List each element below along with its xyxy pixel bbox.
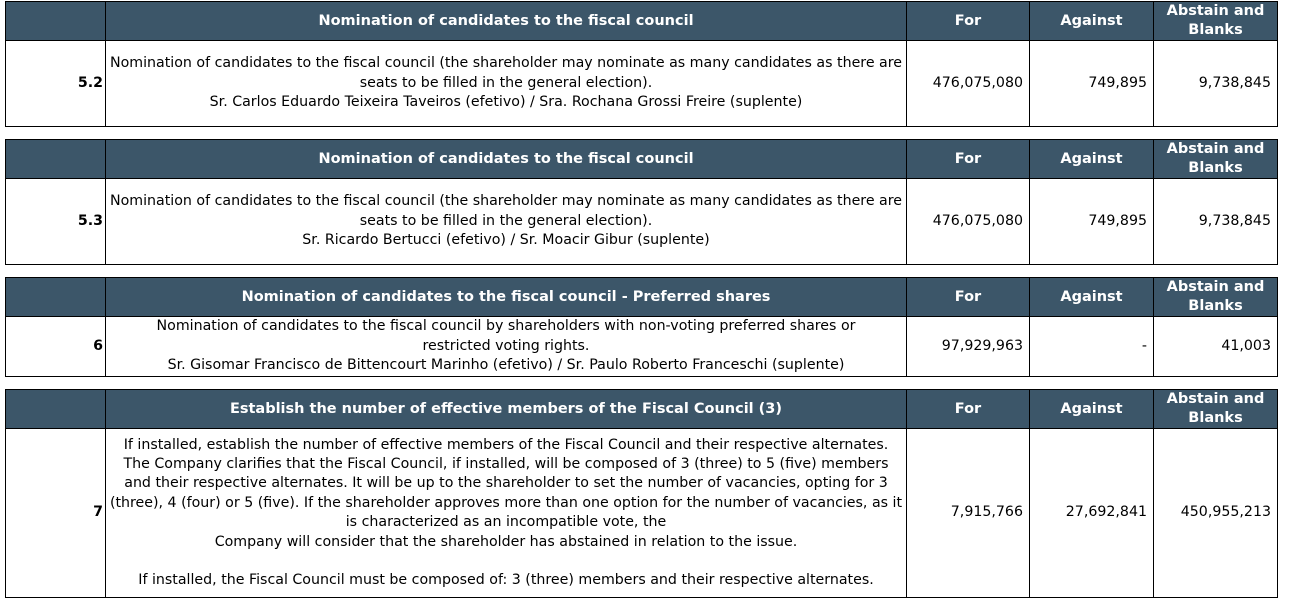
vote-table-5-2 (5, 1, 1278, 127)
votes-against: - (1030, 317, 1154, 377)
votes-for: 476,075,080 (907, 179, 1030, 265)
vote-table-5-3 (5, 139, 1278, 265)
votes-against: 27,692,841 (1030, 429, 1154, 598)
section-title: Nomination of candidates to the fiscal council (106, 140, 907, 179)
for-header: For (907, 140, 1030, 179)
table-row (6, 179, 1278, 265)
votes-abstain: 450,955,213 (1154, 429, 1278, 598)
abstain-header: Abstain and Blanks (1154, 140, 1278, 179)
item-number: 5.3 (6, 179, 106, 265)
table-header-row (6, 390, 1278, 429)
for-header: For (907, 2, 1030, 41)
table-row (6, 41, 1278, 127)
item-header-cell (6, 390, 106, 429)
item-number: 5.2 (6, 41, 106, 127)
item-description (106, 179, 907, 265)
table-header-row (6, 2, 1278, 41)
item-header-cell (6, 278, 106, 317)
section-title: Establish the number of effective members of the Fiscal Council (3) (106, 390, 907, 429)
description-line: Nomination of candidates to the fiscal council (the shareholder may nominate as many candidates as there are seats to be filled in the general election). (109, 55, 903, 91)
votes-abstain: 9,738,845 (1154, 41, 1278, 127)
table-header-row (6, 140, 1278, 179)
section-title: Nomination of candidates to the fiscal council (106, 2, 907, 41)
item-description (106, 317, 907, 377)
description-line: If installed, the Fiscal Council must be composed of: 3 (three) members and their respective alternates. (138, 572, 874, 589)
description-line: Nomination of candidates to the fiscal council (the shareholder may nominate as many candidates as there are seats to be filled in the general election). (109, 193, 903, 229)
vote-table-6 (5, 277, 1278, 377)
against-header: Against (1030, 2, 1154, 41)
section-title: Nomination of candidates to the fiscal council - Preferred shares (106, 278, 907, 317)
abstain-header: Abstain and Blanks (1154, 278, 1278, 317)
candidates-line: Sr. Gisomar Francisco de Bittencourt Marinho (efetivo) / Sr. Paulo Roberto Franceschi (suplente) (167, 357, 845, 374)
description-line: Company will consider that the shareholder has abstained in relation to the issue. (214, 533, 798, 550)
votes-for: 476,075,080 (907, 41, 1030, 127)
item-description (106, 429, 907, 598)
against-header: Against (1030, 278, 1154, 317)
description-paragraph: If installed, establish the number of effective members of the Fiscal Council and their respective alternates. The Company clarifies that the Fiscal Council, if installed, will be composed of 3 (three) to 5 (five) members and their respective alternates. It will be up to the shareholder to set the number of vacancies, opting for 3 (three), 4 (four) or 5 (five). If the shareholder approves more than one option for the number of vacancies, as it is characterized as an incompatible vote, the (109, 436, 903, 531)
candidates-line: Sr. Ricardo Bertucci (efetivo) / Sr. Moacir Gibur (suplente) (302, 232, 710, 249)
table-header-row (6, 278, 1278, 317)
votes-abstain: 41,003 (1154, 317, 1278, 377)
item-header-cell (6, 140, 106, 179)
description-spacer (109, 552, 903, 571)
for-header: For (907, 278, 1030, 317)
votes-abstain: 9,738,845 (1154, 179, 1278, 265)
description-line: Nomination of candidates to the fiscal council by shareholders with non-voting preferred shares or restricted voting rights. (156, 318, 856, 354)
against-header: Against (1030, 390, 1154, 429)
votes-against: 749,895 (1030, 179, 1154, 265)
against-header: Against (1030, 140, 1154, 179)
candidates-line: Sr. Carlos Eduardo Teixeira Taveiros (efetivo) / Sra. Rochana Grossi Freire (suplente) (209, 94, 803, 111)
for-header: For (907, 390, 1030, 429)
votes-for: 97,929,963 (907, 317, 1030, 377)
item-number: 7 (6, 429, 106, 598)
abstain-header: Abstain and Blanks (1154, 2, 1278, 41)
votes-for: 7,915,766 (907, 429, 1030, 598)
table-row (6, 317, 1278, 377)
item-header-cell (6, 2, 106, 41)
table-row (6, 429, 1278, 598)
item-description (106, 41, 907, 127)
abstain-header: Abstain and Blanks (1154, 390, 1278, 429)
item-number: 6 (6, 317, 106, 377)
votes-against: 749,895 (1030, 41, 1154, 127)
vote-table-7 (5, 389, 1278, 598)
